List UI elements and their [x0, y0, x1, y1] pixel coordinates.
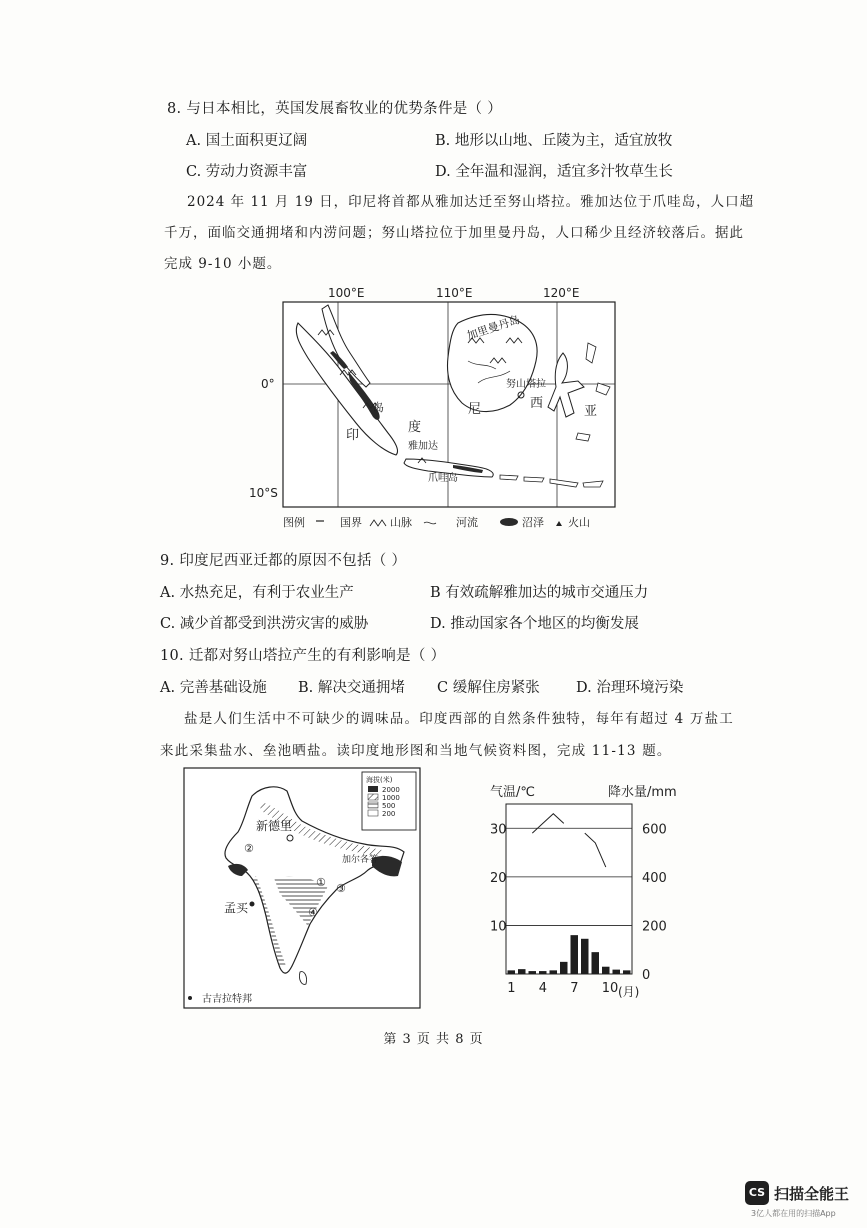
map2-marker-1: ①: [316, 876, 326, 889]
q9-option-b: B 有效疏解雅加达的城市交通压力: [430, 585, 649, 601]
label-gujarat: 古吉拉特邦: [202, 994, 252, 1005]
label-country-xi: 西: [530, 396, 544, 411]
label-country-ya: 亚: [584, 404, 598, 419]
brand-name: 扫描全能王: [774, 1185, 850, 1203]
brand-tagline: 3亿人都在用的扫描App: [751, 1209, 836, 1218]
label-java: 爪哇岛: [428, 473, 458, 484]
precip-bar: [581, 939, 589, 974]
q8-option-d: D. 全年温和湿润，适宜多汁牧草生长: [435, 164, 673, 180]
legend-volcano-icon: [556, 521, 562, 526]
lon-label-100: 100°E: [328, 286, 365, 300]
right-tick-label: 600: [642, 822, 667, 838]
label-sumatra: 岛: [373, 401, 384, 414]
x-unit-label: (月): [618, 985, 640, 999]
legend-volcano: 火山: [568, 516, 590, 529]
map2-marker-2: ②: [244, 842, 254, 855]
passage1-line-3: 完成 9-10 小题。: [164, 256, 282, 272]
chart-frame: [506, 804, 632, 974]
climate-chart: [482, 780, 692, 1002]
x-tick-label: 4: [538, 981, 548, 996]
label-kalimantan: 加里曼丹岛: [465, 313, 522, 343]
q10-stem: 10. 迁都对努山塔拉产生的有利影响是（ ）: [160, 648, 446, 664]
left-tick-label: 20: [490, 870, 507, 886]
precip-bar: [592, 952, 600, 974]
page-footer: 第 3 页 共 8 页: [383, 1032, 484, 1047]
x-tick-label: 10: [601, 981, 619, 996]
passage2-line-2: 来此采集盐水、垒池晒盐。读印度地形图和当地气候资料图，完成 11-13 题。: [160, 743, 672, 759]
precip-bar: [550, 970, 558, 974]
scanner-watermark: [745, 1181, 860, 1221]
q8-option-a: A. 国土面积更辽阔: [186, 133, 308, 149]
precip-bar: [518, 969, 526, 974]
gujarat-marker: [188, 996, 192, 1000]
legend-river: 河流: [456, 516, 478, 529]
indonesia-map: [249, 283, 618, 533]
x-tick-label: 7: [570, 981, 579, 996]
precip-bar: [529, 971, 537, 974]
right-tick-label: 0: [642, 968, 651, 983]
legend-mountain: 山脉: [390, 516, 412, 529]
precip-bar: [508, 970, 516, 974]
passage2-line-1: 盐是人们生活中不可缺少的调味品。印度西部的自然条件独特，每年有超过 4 万盐工: [184, 711, 734, 727]
label-jakarta: 雅加达: [408, 441, 438, 452]
right-tick-label: 200: [642, 919, 667, 935]
precip-bar: [571, 935, 579, 974]
label-mumbai: 孟买: [224, 901, 249, 915]
legend-mountain-icon: [370, 520, 386, 526]
lat-label-10s: 10°S: [249, 486, 278, 500]
map2-legend-title: 海拔(米): [366, 776, 393, 784]
q8-option-b: B. 地形以山地、丘陵为主，适宜放牧: [435, 133, 673, 149]
lon-label-120: 120°E: [543, 286, 580, 300]
india-terrain-map: [182, 766, 422, 1011]
precip-bar: [623, 970, 631, 974]
map2-legend-2000: 2000: [382, 786, 400, 794]
q8-option-c: C. 劳动力资源丰富: [186, 164, 308, 180]
legend-title: 图例: [283, 516, 305, 529]
q10-option-d: D. 治理环境污染: [576, 680, 684, 696]
q9-option-a: A. 水热充足，有利于农业生产: [160, 585, 354, 601]
q8-stem: 8. 与日本相比，英国发展畜牧业的优势条件是（ ）: [167, 101, 503, 117]
q9-stem: 9. 印度尼西亚迁都的原因不包括（ ）: [160, 553, 407, 569]
map2-legend-200: 200: [382, 810, 396, 818]
map2-marker-3: ③: [336, 882, 346, 895]
q10-option-b: B. 解决交通拥堵: [298, 680, 405, 696]
q9-option-c: C. 减少首都受到洪涝灾害的威胁: [160, 616, 369, 632]
precip-bar: [539, 971, 547, 974]
precip-bar: [602, 967, 610, 974]
q10-option-a: A. 完善基础设施: [160, 680, 267, 696]
passage1-line-2: 千万，面临交通拥堵和内涝问题；努山塔拉位于加里曼丹岛，人口稀少且经济较落后。据此: [164, 225, 744, 241]
legend-swamp: 沼泽: [522, 516, 544, 529]
passage1-line-1: 2024 年 11 月 19 日，印尼将首都从雅加达迁至努山塔拉。雅加达位于爪哇岛，人口超: [187, 194, 755, 210]
label-kolkata: 加尔各答: [342, 855, 379, 865]
label-country-yin: 印: [346, 428, 360, 443]
chart-right-axis-label: 降水量/mm: [608, 785, 677, 800]
label-new-delhi: 新德里: [256, 819, 293, 833]
left-tick-label: 10: [490, 919, 507, 935]
label-country-ni: 尼: [468, 402, 482, 417]
left-tick-label: 30: [490, 822, 507, 838]
legend-river-icon: [424, 522, 436, 524]
chart-left-axis-label: 气温/℃: [490, 785, 535, 800]
legend-border: 国界: [340, 516, 362, 529]
precip-bar: [560, 962, 568, 974]
label-country-du: 度: [408, 420, 422, 435]
map2-marker-4: ④: [308, 906, 318, 919]
map2-legend-1000: 1000: [382, 794, 400, 802]
q10-option-c: C 缓解住房紧张: [437, 680, 540, 696]
legend-swamp-icon: [500, 518, 518, 526]
cs-logo-icon: CS: [745, 1181, 769, 1205]
label-nusantara: 努山塔拉: [506, 379, 546, 390]
x-tick-label: 1: [507, 981, 516, 996]
lat-label-0: 0°: [261, 377, 275, 391]
precip-bar: [613, 970, 621, 974]
map2-legend-500: 500: [382, 802, 396, 810]
q9-option-d: D. 推动国家各个地区的均衡发展: [430, 616, 639, 632]
right-tick-label: 400: [642, 870, 667, 886]
lon-label-110: 110°E: [436, 286, 473, 300]
